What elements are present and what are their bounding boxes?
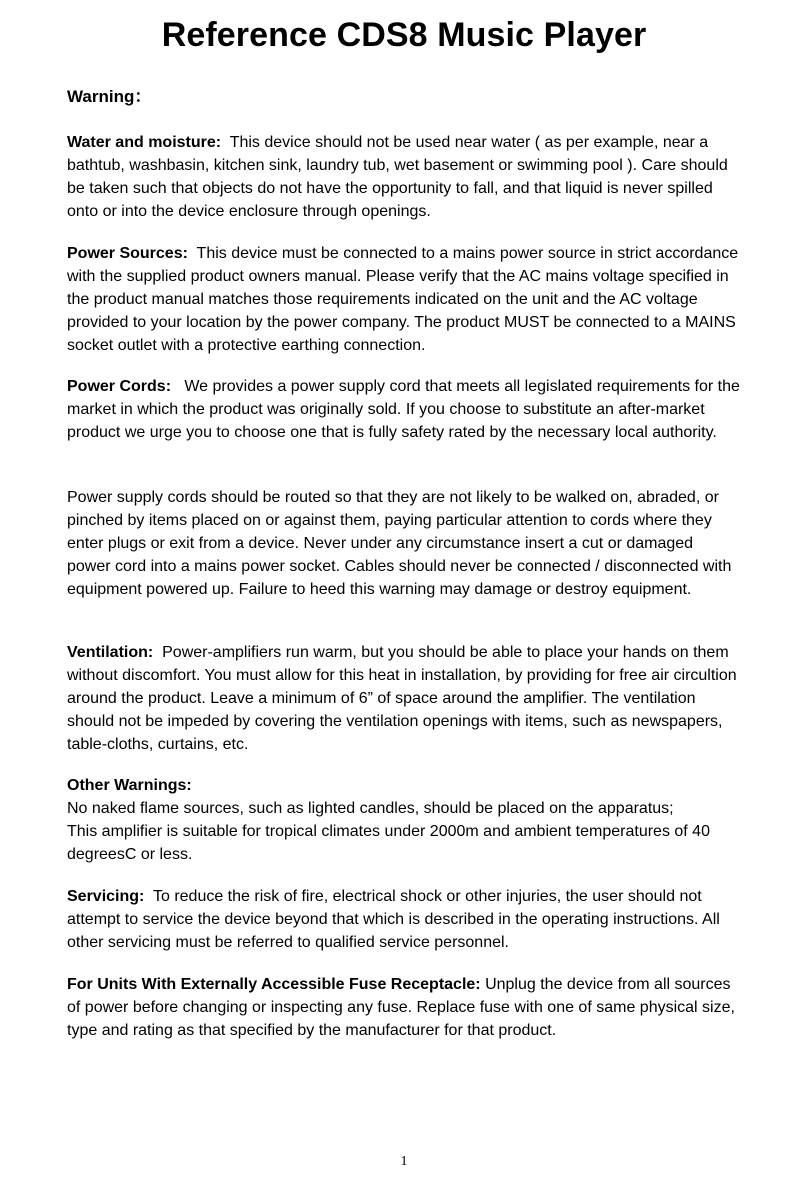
document-title: Reference CDS8 Music Player xyxy=(161,16,647,54)
section-heading: Water and moisture: xyxy=(67,134,222,151)
section-body: We provides a power supply cord that meets all legislated requirements for the market in which the product was originally sold. If you choose to substitute an after-market product we urge you to choose one that is fully safety rated by the necessary local authority. xyxy=(67,378,740,442)
section-water-and-moisture xyxy=(67,131,741,223)
section-body: This device must be connected to a mains power source in strict accordance with the supplied product owners manual. Please verify that the AC mains voltage specified in the product manual matches those requirements indicated on the unit and the AC voltage provided to your location by the power company. The product MUST be connected to a MAINS socket outlet with a protective earthing connection. xyxy=(67,245,739,355)
section-body: Power supply cords should be routed so that they are not likely to be walked on, abraded, or pinched by items placed on or against them, paying particular attention to cords where they enter plugs or exit from a device. Never under any circumstance insert a cut or damaged power cord into a mains power socket. Cables should never be connected / disconnected with equipment powered up. Failure to heed this warning may damage or destroy equipment. xyxy=(67,489,732,599)
section-heading: Power Sources: xyxy=(67,245,188,262)
section-body: Power-amplifiers run warm, but you should be able to place your hands on them without discomfort. You must allow for this heat in installation, by providing for free air circultion around the product. Leave a minimum of 6” of space around the amplifier. The ventilation should not be impeded by covering the ventilation openings with items, such as newspapers, table-cloths, curtains, etc. xyxy=(67,644,737,754)
section-power-sources xyxy=(67,242,741,357)
section-heading: Servicing: xyxy=(67,888,145,905)
warning-label: Warning： xyxy=(67,87,152,106)
section-body: Unplug the device from all sources of power before changing or inspecting any fuse. Replace fuse with one of same physical size, type and rating as that specified by the manufacturer for that product. xyxy=(67,976,735,1040)
section-fuse-receptacle xyxy=(67,973,741,1042)
section-body-line: No naked flame sources, such as lighted candles, should be placed on the apparatus; xyxy=(67,800,674,818)
page-number: 1 xyxy=(400,1154,408,1169)
section-other-warnings xyxy=(67,774,741,866)
section-heading: Ventilation: xyxy=(67,644,154,661)
section-servicing xyxy=(67,885,741,954)
section-power-cord-routing xyxy=(67,486,741,601)
section-heading: For Units With Externally Accessible Fuse Receptacle: xyxy=(67,976,481,993)
section-heading: Power Cords: xyxy=(67,378,172,395)
section-heading: Other Warnings: xyxy=(67,777,192,794)
section-body-line: This amplifier is suitable for tropical climates under 2000m and ambient temperatures of 40 degreesC or less. xyxy=(67,823,710,864)
section-body: To reduce the risk of fire, electrical shock or other injuries, the user should not attempt to service the device beyond that which is described in the operating instructions. All other servicing must be referred to qualified service personnel. xyxy=(67,888,720,952)
section-ventilation xyxy=(67,641,741,756)
section-power-cords xyxy=(67,375,741,444)
section-body: This device should not be used near water ( as per example, near a bathtub, washbasin, kitchen sink, laundry tub, wet basement or swimming pool ). Care should be taken such that objects do not have the opportunity to fall, and that liquid is never spilled onto or into the device enclosure through openings. xyxy=(67,134,728,221)
